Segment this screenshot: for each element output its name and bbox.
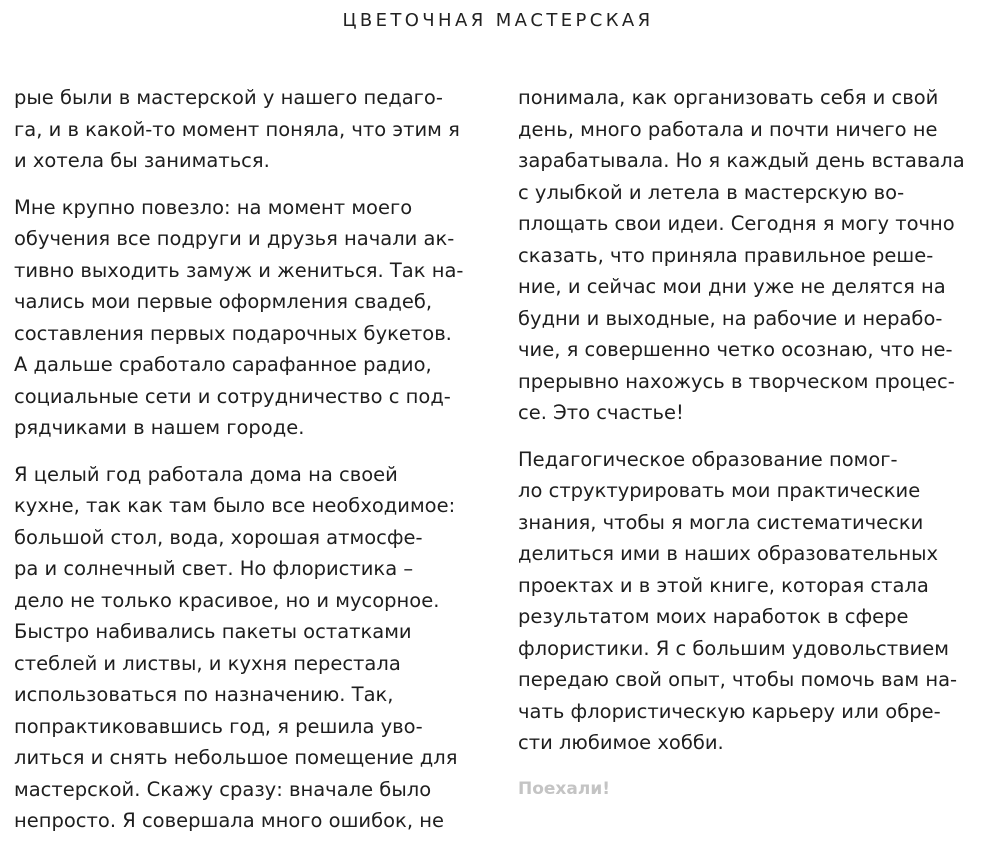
text-line: чие, я совершенно четко осознаю, что не- [518, 338, 953, 361]
text-line: большой стол, вода, хорошая атмосфе- [14, 525, 423, 549]
text-line: стеблей и листвы, и кухня перестала [14, 651, 401, 675]
text-line: Мне крупно повезло: на момент моего [14, 195, 413, 219]
text-line: и хотела бы заниматься. [14, 149, 270, 172]
text-line: будни и выходные, на рабочие и нерабо- [518, 306, 943, 330]
text-line: площать свои идеи. Сегодня я могу точно [518, 212, 955, 235]
text-line: понимала, как организовать себя и свой [518, 86, 939, 109]
text-line: литься и снять небольшое помещение для [14, 746, 458, 769]
text-line: попрактиковавшись год, я решила уво- [14, 714, 423, 738]
text-line: составления первых подарочных букетов. [14, 321, 452, 345]
text-line: чались мои первые оформления свадеб, [14, 290, 433, 313]
text-line: социальные сети и сотрудничество с под- [14, 384, 451, 408]
text-line: дело не только красивое, но и мусорное. [14, 588, 440, 612]
text-line: тивно выходить замуж и жениться. Так на- [14, 258, 464, 282]
left-column [14, 82, 484, 852]
text-line: Педагогическое образование помог- [518, 447, 898, 471]
text-line: обучения все подруги и друзья начали ак- [14, 227, 455, 250]
paragraph [14, 459, 484, 837]
paragraph [518, 444, 988, 759]
text-line: мастерской. Скажу сразу: вначале было [14, 777, 432, 801]
text-line: Я целый год работала дома на своей [14, 462, 398, 486]
text-line: га, и в какой-то момент поняла, что этим я [14, 117, 460, 141]
text-line: рые были в мастерской у нашего педаго- [14, 86, 443, 109]
text-line: ра и солнечный свет. Но флористика – [14, 557, 414, 580]
text-line: день, много работала и почти ничего не [518, 117, 938, 141]
text-line: непросто. Я совершала много ошибок, не [14, 809, 444, 832]
paragraph [14, 82, 484, 177]
text-line: результатом моих наработок в сфере [518, 605, 909, 628]
text-line: се. Это счастье! [518, 401, 684, 424]
text-line: сти любимое хобби. [518, 731, 724, 754]
text-line: чать флористическую карьеру или обре- [518, 699, 941, 723]
text-line: проектах и в этой книге, которая стала [518, 573, 929, 597]
text-line: прерывно нахожусь в творческом процес- [518, 369, 955, 393]
text-line: Быстро набивались пакеты остатками [14, 620, 412, 643]
text-line: зарабатывала. Но я каждый день вставала [518, 149, 965, 172]
text-line: ние, и сейчас мои дни уже не делятся на [518, 275, 946, 298]
closing-phrase: Поехали! [518, 778, 610, 799]
text-line: А дальше сработало сарафанное радио, [14, 353, 432, 376]
text-line: знания, чтобы я могла систематически [518, 510, 924, 534]
text-line: использоваться по назначению. Так, [14, 683, 394, 706]
running-header: ЦВЕТОЧНАЯ МАСТЕРСКАЯ [342, 10, 654, 31]
right-column [518, 82, 988, 803]
paragraph [14, 192, 484, 444]
text-line: кухне, так как там было все необходимое: [14, 494, 456, 517]
text-line: рядчиками в нашем городе. [14, 416, 305, 439]
paragraph [518, 82, 988, 429]
text-line: с улыбкой и летела в мастерскую во- [518, 180, 905, 204]
text-line: передаю свой опыт, чтобы помочь вам на- [518, 668, 958, 691]
text-line: ло структурировать мои практические [518, 479, 921, 502]
text-line: сказать, что приняла правильное реше- [518, 243, 934, 267]
text-line: флористики. Я с большим удовольствием [518, 636, 950, 660]
text-line: делиться ими в наших образовательных [518, 542, 939, 565]
